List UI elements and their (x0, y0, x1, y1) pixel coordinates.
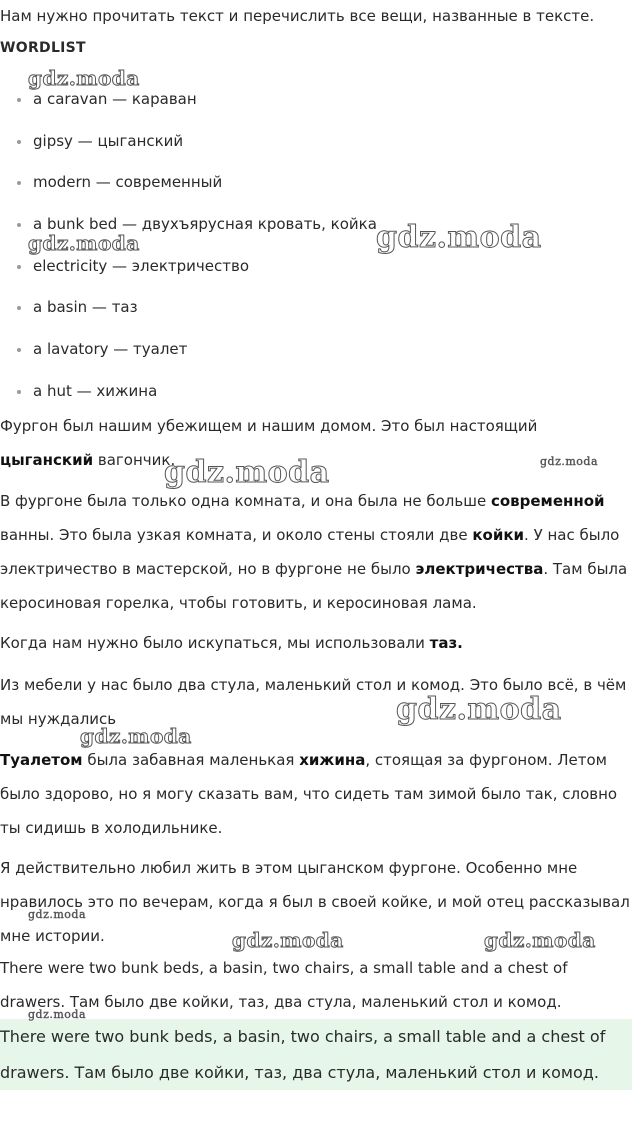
answer-line-1: There were two bunk beds, a basin, two chairs, a small table and a chest of (0, 1027, 606, 1046)
paragraph-6: Я действительно любил жить в этом цыганском фургоне. Особенно мне нравилось это по вечерам, когда я был в своей койке, и мой отец рассказывал мне истории. (0, 859, 630, 945)
list-item: a caravan — караван (0, 88, 632, 130)
paragraph-5: Туалетом была забавная маленькая хижина, стоящая за фургоном. Летом было здорово, но я могу сказать вам, что сидеть там зимой было так, словно ты сидишь в холодильнике. (0, 751, 618, 837)
watermark-logo: gdz.moda (164, 455, 330, 490)
list-item: gipsy — цыганский (0, 130, 632, 172)
watermark-logo: gdz.moda (484, 928, 596, 952)
watermark-logo: gdz.moda (80, 724, 192, 748)
list-item: electricity — электричество (0, 255, 632, 297)
watermark-logo: gdz.moda (540, 455, 599, 468)
list-item: a hut — хижина (0, 380, 632, 422)
paragraph-7: There were two bunk beds, a basin, two chairs, a small table and a chest of drawers. Там было две койки, таз, два стула, маленький стол и комод. (0, 959, 568, 1011)
watermark-logo: gdz.moda (28, 1008, 87, 1021)
list-item: a lavatory — туалет (0, 338, 632, 380)
list-item: a bunk bed — двухъярусная кровать, койка (0, 213, 632, 255)
paragraph-2: В фургоне была только одна комната, и она была не больше современной ванны. Это была узкая комната, и около стены стояли две койки. У нас было электричество в мастерской, но в фургоне не было электричества. Там была керосиновая горелка, чтобы готовить, и керосиновая лама. (0, 492, 628, 612)
watermark-logo: gdz.moda (28, 908, 87, 921)
watermark-logo: gdz.moda (28, 66, 140, 90)
paragraph-3: Когда нам нужно было искупаться, мы использовали таз. (0, 634, 463, 652)
wordlist-title: WORDLIST (0, 40, 86, 56)
watermark-logo: gdz.moda (376, 220, 542, 255)
watermark-logo: gdz.moda (396, 692, 562, 727)
watermark-logo: gdz.moda (28, 231, 140, 255)
intro-text: Нам нужно прочитать текст и перечислить все вещи, названные в тексте. (0, 7, 595, 25)
answer-line-2: drawers. Там было две койки, таз, два стула, маленький стол и комод. (0, 1062, 599, 1082)
paragraph-4: Из мебели у нас было два стула, маленький стол и комод. Это было всё, в чём мы нуждались (0, 676, 627, 728)
list-item: a basin — таз (0, 296, 632, 338)
watermark-logo: gdz.moda (232, 928, 344, 952)
list-item: modern — современный (0, 171, 632, 213)
paragraph-1: Фургон был нашим убежищем и нашим домом. Это был настоящий цыганский вагончик. (0, 417, 538, 469)
answer-highlight (0, 1019, 632, 1090)
